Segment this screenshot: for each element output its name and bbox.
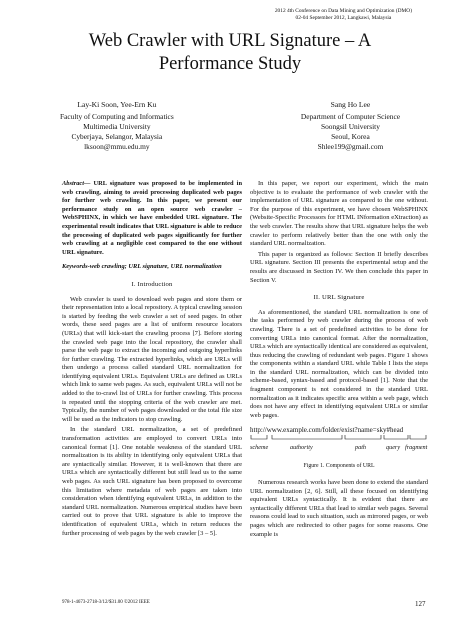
abstract-text: URL signature was proposed to be implemented in web crawling, aiming to avoid processing duplicated web pages for further web crawling. In this paper, we present our performance study on an open source web crawler – WebSPHINX, in which we have embedded URL signature. The experimental result indicates that URL signature is able to reduce the processing of duplicated web pages significantly for further web crawling at a negligible cost compared to the one without URL signature. <box>62 180 242 256</box>
author-1-email: lksoon@mmu.edu.my <box>84 142 150 151</box>
figure-1-label-fragment: fragment <box>405 444 428 452</box>
author-1-affiliation-3: Cyberjaya, Selangor, Malaysia <box>71 132 163 141</box>
figure-1-label-scheme: scheme <box>250 444 269 452</box>
figure-1-caption: Figure 1. Components of URL <box>303 463 375 470</box>
author-2-affiliation-1: Department of Computer Science <box>300 112 400 121</box>
conference-line-1: 2012 4th Conference on Data Mining and Optimization (DMO) <box>274 8 412 14</box>
figure-1-url: http://www.example.com/folder/exist?name=sky#head <box>250 426 404 435</box>
keywords: Keywords-web crawling; URL signature, URL normalization <box>62 263 222 271</box>
figure-1-label-query: query <box>386 444 401 452</box>
author-2-affiliation-3: Seoul, Korea <box>331 132 370 141</box>
conference-header <box>275 8 412 22</box>
url-signature-paragraph-2: Numerous research works have been done to extend the standard URL normalization [2, 6]. Still, all these focused on identifying equivalent URLs syntactically. It is evident that there are syntactically different URLs that lead to similar web pages. Several reasons could lead to such situation, such as mirrored pages, or web pages which are redirected to other pages for some reasons. One example is <box>250 479 428 538</box>
intro-paragraph-1: Web crawler is used to download web pages and store them or their representation into a local repository. A typical crawling session is started by feeding the web crawler a set of seed pages. In other words, these seed pages are a list of uniform resource locators (URLs) that will kick-start the crawling process [7]. Before storing the crawled web page into the local repository, the crawler shall parse the web page to extract the incoming and outgoing hyperlinks for further crawling. The extracted hyperlinks, which are URLs will then undergo a process called standard URL normalization for identifying equivalent URLs. Equivalent URLs are defined as URLs which link to same web pages. As such, equivalent URLs will not be added to the to-crawl list of URLs for further crawling. This process is repeated until the stopping criteria of the web crawler are met. Typically, the number of web pages downloaded or the total file size will be used as the indicators to stop crawling. <box>62 295 242 423</box>
abstract <box>62 180 242 257</box>
section-heading-introduction: I. Introduction <box>131 280 173 288</box>
author-block <box>60 100 400 152</box>
author-2-name: Sang Ho Lee <box>330 100 371 109</box>
page-number: 127 <box>415 600 426 608</box>
left-column <box>62 180 242 540</box>
author-1 <box>60 100 174 152</box>
author-1-affiliation-1: Faculty of Computing and Informatics <box>60 112 174 121</box>
url-signature-paragraph-1: As aforementioned, the standard URL normalization is one of the tasks performed by web crawler during the process of web crawling. There is a set of predefined activities to be done for converting URLs into canonical format. After the normalization, URLs which are syntactically identical are considered as equivalent, thus reducing the crawling of redundant web pages. Figure 1 shows the components within a standard URL while Table I lists the steps in the standard URL normalization, which can be divided into scheme-based, syntax-based and protocol-based [1]. Note that the fragment component is not considered in the standard URL normalization as it indicates specific area within a web page, which does not have any effect in identifying equivalent URLs or similar web pages. <box>250 308 428 419</box>
section-heading-url-signature: II. URL Signature <box>313 294 365 302</box>
intro-paragraph-4: This paper is organized as follows: Section II briefly describes URL signature. Section III presents the experimental setup and the results are discussed in Section IV. We then conclude this paper in Section V. <box>250 250 428 284</box>
intro-paragraph-3: In this paper, we report our experiment, which the main objective is to evaluate the performance of web crawler with the implementation of URL signature as compared to the one without. For the purpose of this experiment, we have chosen WebSPHINX (Website-Specific Processors for HTML INformation eXtraction) as the web crawler. The results show that URL signature helps the web crawler to perform relatively better than the one with only the standard URL normalization. <box>250 180 428 248</box>
intro-paragraph-2: In the standard URL normalization, a set of predefined transformation activities are employed to convert URLs into canonical format [1]. One notable weakness of the standard URL normalization is its ability in identifying only equivalent URLs that are syntactically similar. However, it is well-known that there are URLs which are syntactically different but still lead us to the same web pages. As such URL signature has been proposed to overcome this limitation where metadata of web pages are taken into consideration when identifying equivalent URLs, in addition to the standard URL normalization. Numerous empirical studies have been carried out to prove that URL signature is able to improve the identification of equivalent URLs, which in return reduces the further processing of web pages by the web crawler [3 – 5]. <box>62 426 242 537</box>
figure-1-label-authority: authority <box>290 444 313 452</box>
footer-isbn: 978-1-4673-2718-3/12/$31.00 ©2012 IEEE <box>62 600 150 605</box>
right-column <box>250 180 428 541</box>
figure-1-label-path: path <box>355 444 367 452</box>
paper-title: Web Crawler with URL Signature – A Performance Study <box>88 31 372 74</box>
author-2-email: Shlee199@gmail.com <box>317 142 384 151</box>
author-2-affiliation-2: Soongsil University <box>320 122 380 131</box>
figure-1-url-components <box>250 426 428 456</box>
figure-1-brackets <box>250 434 428 444</box>
author-1-affiliation-2: Multimedia University <box>83 122 151 131</box>
author-2 <box>301 100 400 152</box>
abstract-label: Abstract— <box>62 180 91 187</box>
author-1-name: Lay-Ki Soon, Yee-Ern Ku <box>77 100 157 109</box>
conference-line-2: 02-04 September 2012, Langkawi, Malaysia <box>295 15 392 21</box>
